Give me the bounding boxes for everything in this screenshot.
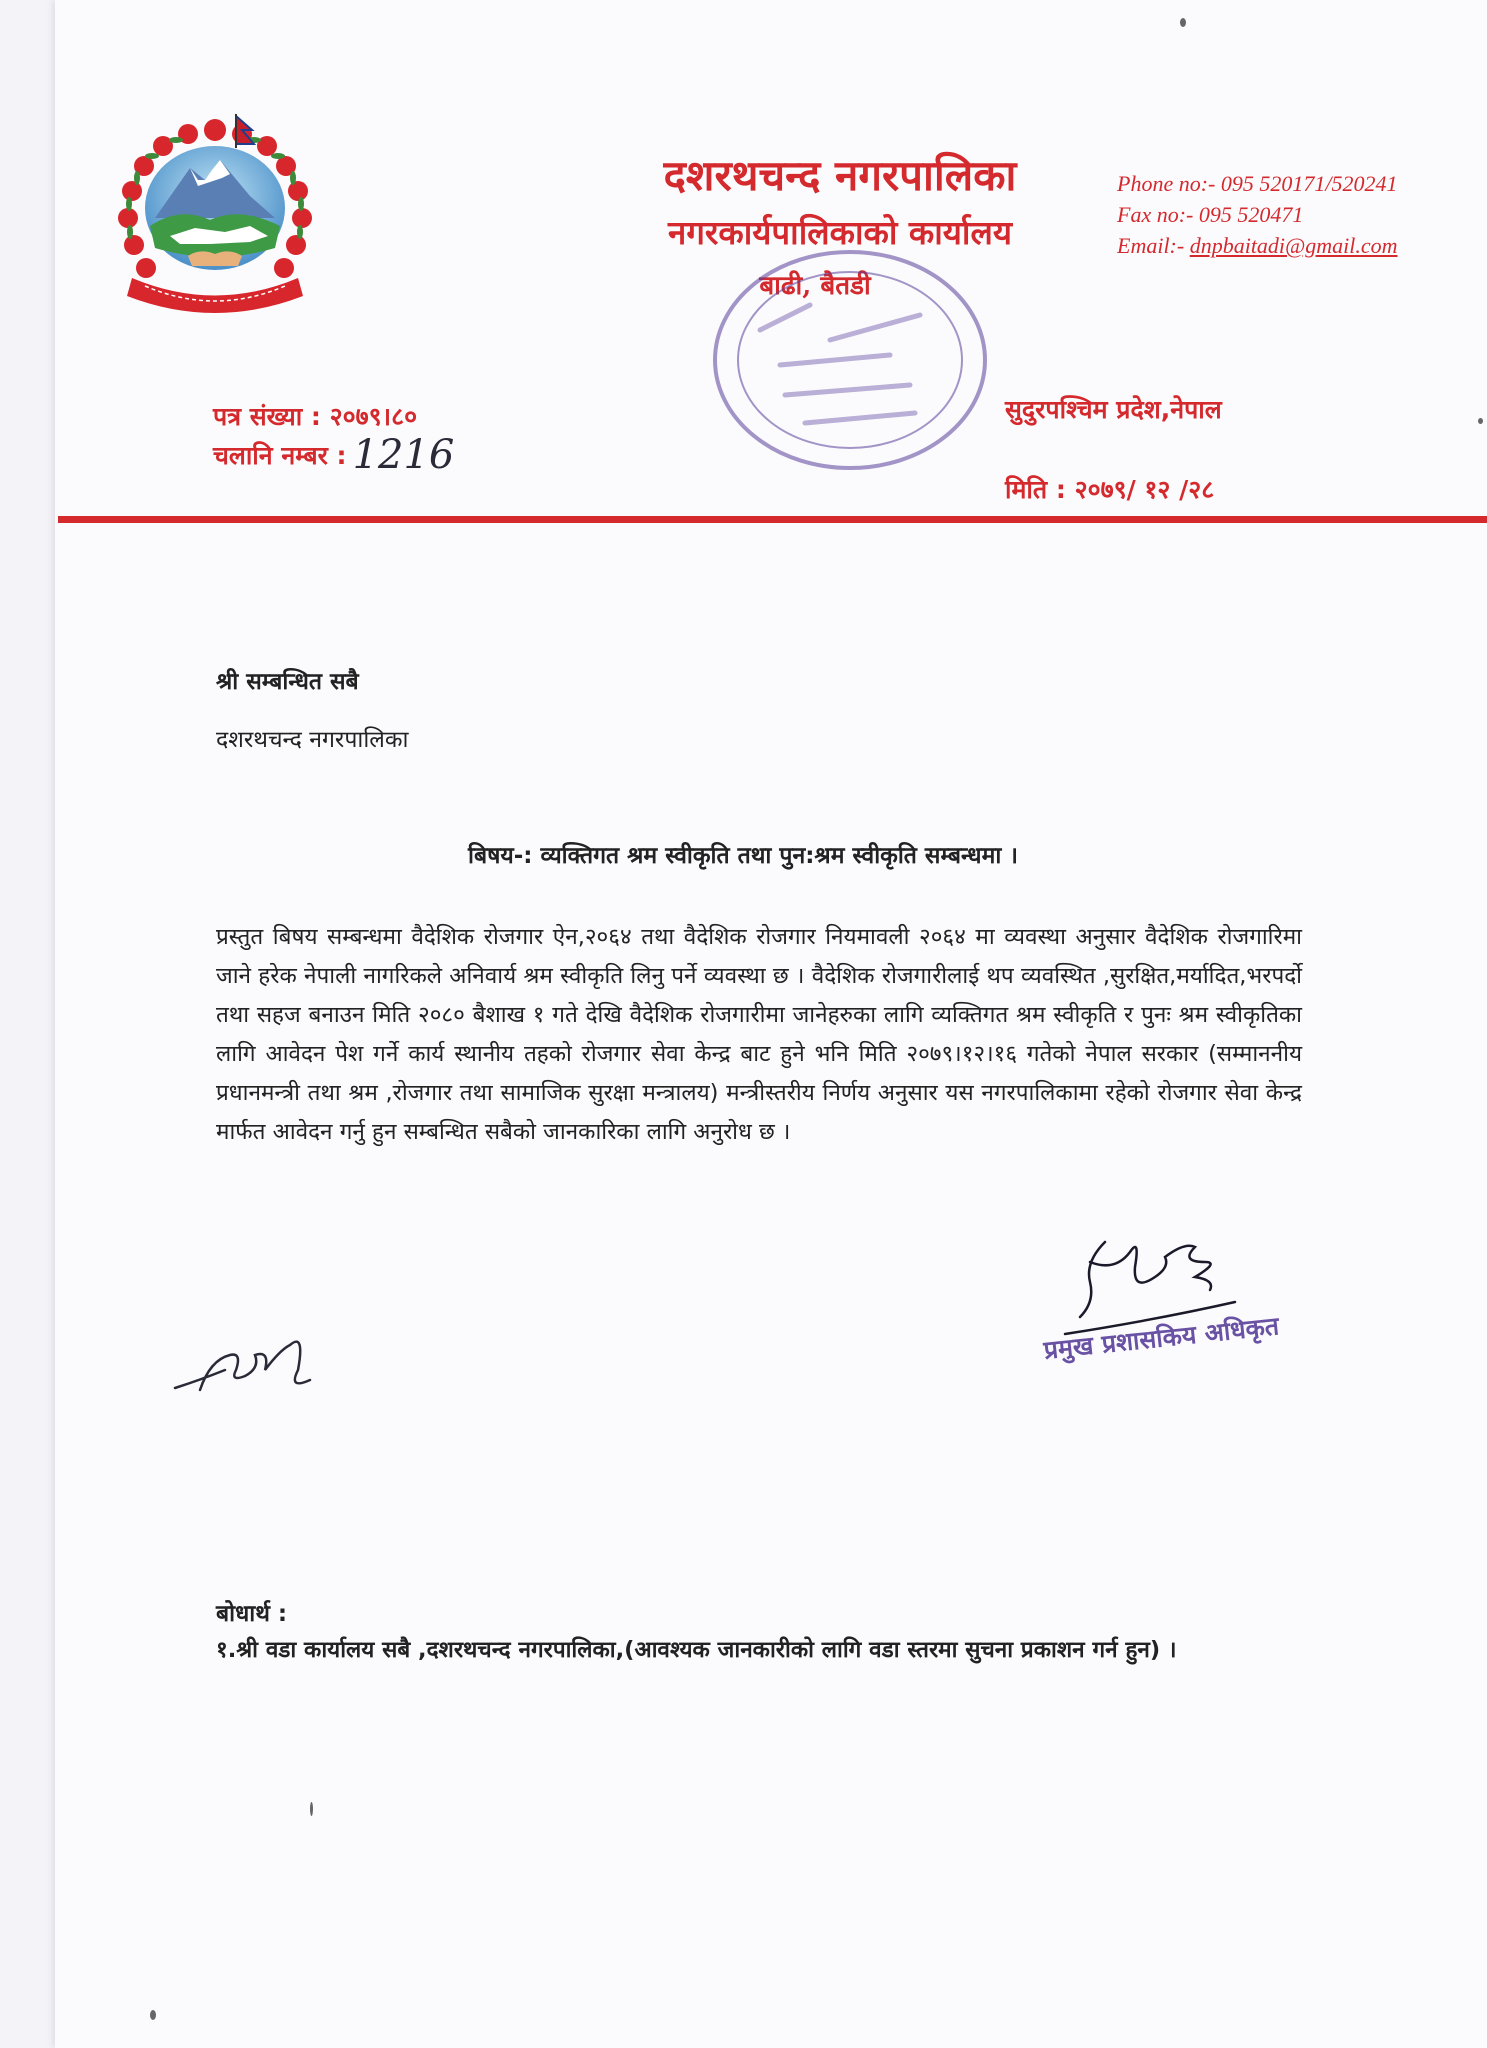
email-label: Email:- [1117, 233, 1190, 258]
municipality-name: दशरथचन्द नगरपालिका [663, 151, 1017, 200]
phone-label: Phone no:- [1117, 171, 1221, 196]
scan-speck [150, 2010, 156, 2020]
dispatch-number-line [213, 432, 455, 478]
letter-subject: बिषय-: व्यक्तिगत श्रम स्वीकृति तथा पुन:श्रम स्वीकृति सम्बन्धमा । [468, 843, 1018, 869]
scan-speck [1180, 18, 1186, 27]
fax-line [1117, 199, 1487, 230]
recipient-line-2: दशरथचन्द नगरपालिका [216, 727, 409, 753]
letter-number-label: पत्र संख्या : [213, 402, 330, 431]
office-name: नगरकार्यपालिकाको कार्यालय [668, 213, 1012, 252]
initials-signature [170, 1310, 330, 1410]
office-location: बाढी, बैतडी [759, 271, 871, 301]
date-label: मिति : [1005, 475, 1075, 504]
reference-block [213, 398, 455, 478]
province-text: सुदुरपश्चिम प्रदेश,नेपाल [1005, 395, 1222, 424]
nepal-emblem-logo [100, 108, 330, 318]
officer-title-stamp: प्रमुख प्रशासकिय अधिकृत [1042, 1311, 1281, 1365]
fax-value: 095 520471 [1198, 202, 1304, 227]
scan-speck [310, 1802, 313, 1816]
contact-block [1117, 168, 1487, 261]
fax-label: Fax no:- [1117, 202, 1199, 227]
phone-line [1117, 168, 1487, 199]
letter-number-line [213, 398, 454, 436]
dispatch-number-label: चलानि नम्बर : [213, 441, 347, 470]
recipient-line-1: श्री सम्बन्धित सबै [216, 669, 359, 695]
dispatch-number-handwritten: 1216 [352, 432, 455, 478]
letter-body: प्रस्तुत बिषय सम्बन्धमा वैदेशिक रोजगार ऐन,२०६४ तथा वैदेशिक रोजगार नियमावली २०६४ मा व्यवस्था अनुसार वैदेशिक रोजगारिमा जाने हरेक नेपाली नागरिकले अनिवार्य श्रम स्वीकृति लिनु पर्ने व्यवस्था छ । वैदेशिक रोजगारीलाई थप व्यवस्थित ,सुरक्षित,मर्यादित,भरपर्दो तथा सहज बनाउन मिति २०८० बैशाख १ गते देखि वैदेशिक रोजगारीमा जानेहरुका लागि व्यक्तिगत श्रम स्वीकृति र पुनः श्रम स्वीकृतिका लागि आवेदन पेश गर्ने कार्य स्थानीय तहको रोजगार सेवा केन्द्र बाट हुने भनि मिति २०७९।१२।१६ गतेको नेपाल सरकार (सम्माननीय प्रधानमन्त्री तथा श्रम ,रोजगार तथा सामाजिक सुरक्षा मन्त्रालय) मन्त्रीस्तरीय निर्णय अनुसार यस नगरपालिकामा रहेको रोजगार सेवा केन्द्र मार्फत आवेदन गर्नु हुन सम्बन्धित सबैको जानकारिका लागि अनुरोध छ । [216, 924, 1302, 1145]
date-value: २०७९/ १२ /२८ [1074, 475, 1215, 504]
letter-number-value: २०७९।८० [329, 402, 418, 431]
date-line [1005, 472, 1214, 506]
phone-value: 095 520171/520241 [1220, 171, 1398, 196]
office-seal-stamp [690, 235, 1010, 485]
email-line [1117, 230, 1487, 261]
cc-heading: बोधार्थ : [216, 1601, 288, 1627]
letterhead-divider [58, 516, 1487, 523]
cc-text: १.श्री वडा कार्यालय सबै ,दशरथचन्द नगरपालिका,(आवश्यक जानकारीको लागि वडा स्तरमा सुचना प्रकाशन गर्न हुन) । [216, 1637, 1177, 1663]
email-value: dnpbaitadi@gmail.com [1189, 233, 1398, 258]
scan-speck [1478, 418, 1483, 424]
